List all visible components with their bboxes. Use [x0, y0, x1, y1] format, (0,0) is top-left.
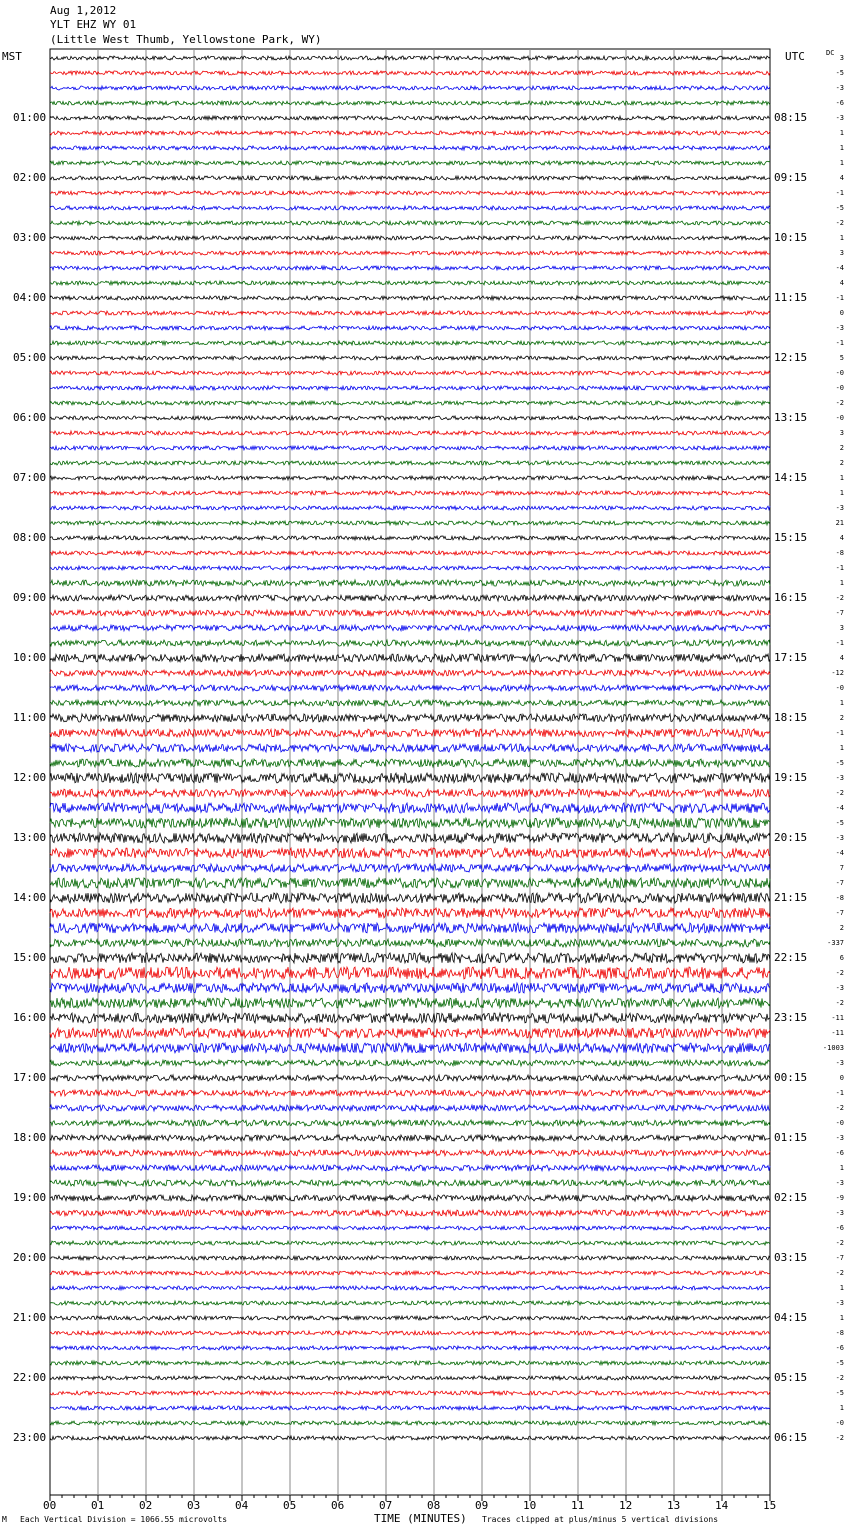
dc-offset-value: -5 — [835, 1389, 844, 1397]
dc-offset-value: -2 — [835, 789, 844, 797]
trace-line — [50, 206, 770, 210]
corner-mark: M — [2, 1515, 7, 1524]
trace-line — [50, 566, 770, 570]
left-hour-label: 22:00 — [13, 1371, 47, 1384]
dc-offset-value: -2 — [835, 219, 844, 227]
trace-line — [50, 551, 770, 555]
record-date: Aug 1,2012 — [50, 4, 117, 17]
right-hour-label: 18:15 — [774, 711, 808, 724]
dc-offset-value: 2 — [839, 714, 844, 722]
trace-line — [50, 1376, 770, 1380]
right-hour-label: 04:15 — [774, 1311, 808, 1324]
dc-offset-value: 5 — [839, 354, 844, 362]
trace-line — [50, 1135, 770, 1141]
dc-offset-value: -6 — [835, 1149, 844, 1157]
trace-line — [50, 116, 770, 120]
x-tick-label: 11 — [571, 1499, 585, 1512]
dc-offset-value: -5 — [835, 69, 844, 77]
dc-offset-value: 1 — [839, 144, 844, 152]
dc-offset-value: 2 — [839, 459, 844, 467]
left-hour-label: 10:00 — [13, 651, 47, 664]
dc-offset-value: -3 — [835, 84, 844, 92]
dc-offset-value: 1 — [839, 699, 844, 707]
dc-offset-value: -2 — [835, 1269, 844, 1277]
trace-line — [50, 893, 770, 903]
dc-offset-value: -5 — [835, 819, 844, 827]
trace-line — [50, 266, 770, 270]
trace-line — [50, 625, 770, 631]
dc-offset-value: -2 — [835, 594, 844, 602]
dc-offset-value: 21 — [835, 519, 844, 527]
right-hour-label: 23:15 — [774, 1011, 808, 1024]
right-hour-label: 10:15 — [774, 231, 808, 244]
x-tick-label: 00 — [43, 1499, 57, 1512]
left-hour-label: 23:00 — [13, 1431, 47, 1444]
trace-line — [50, 818, 770, 828]
dc-offset-value: -5 — [835, 204, 844, 212]
left-hour-label: 14:00 — [13, 891, 47, 904]
dc-offset-value: -5 — [835, 1359, 844, 1367]
trace-line — [50, 1436, 770, 1440]
dc-offset-value: 1 — [839, 1404, 844, 1412]
x-tick-label: 13 — [667, 1499, 681, 1512]
x-tick-label: 08 — [427, 1499, 441, 1512]
dc-offset-value: 1 — [839, 1314, 844, 1322]
trace-line — [50, 101, 770, 105]
dc-offset-value: 3 — [839, 429, 844, 437]
trace-line — [50, 773, 770, 783]
trace-line — [50, 386, 770, 390]
trace-line — [50, 595, 770, 601]
trace-line — [50, 1286, 770, 1290]
dc-offset-value: -4 — [835, 804, 844, 812]
trace-line — [50, 803, 770, 813]
dc-offset-value: -3 — [835, 1209, 844, 1217]
dc-offset-value: -1003 — [822, 1044, 844, 1052]
dc-offset-value: -2 — [835, 1434, 844, 1442]
trace-line — [50, 521, 770, 525]
trace-line — [50, 1090, 770, 1096]
trace-line — [50, 1195, 770, 1201]
trace-line — [50, 536, 770, 540]
trace-line — [50, 953, 770, 963]
trace-line — [50, 654, 770, 662]
left-hour-label: 20:00 — [13, 1251, 47, 1264]
right-hour-label: 20:15 — [774, 831, 808, 844]
dc-offset-value: 4 — [839, 279, 844, 287]
right-hour-label: 01:15 — [774, 1131, 808, 1144]
x-tick-label: 06 — [331, 1499, 345, 1512]
left-hour-label: 12:00 — [13, 771, 47, 784]
trace-line — [50, 939, 770, 947]
dc-offset-value: -1 — [835, 639, 844, 647]
station-code: YLT EHZ WY 01 — [50, 18, 137, 31]
dc-offset-value: 4 — [839, 654, 844, 662]
trace-line — [50, 729, 770, 737]
trace-line — [50, 326, 770, 330]
dc-offset-value: 2 — [839, 924, 844, 932]
dc-offset-value: -3 — [835, 774, 844, 782]
dc-offset-value: -0 — [835, 684, 844, 692]
dc-offset-value: -7 — [835, 909, 844, 917]
dc-offset-value: 1 — [839, 489, 844, 497]
trace-line — [50, 86, 770, 90]
dc-offset-value: -2 — [835, 1104, 844, 1112]
trace-line — [50, 1226, 770, 1230]
dc-offset-value: -0 — [835, 414, 844, 422]
left-hour-label: 07:00 — [13, 471, 47, 484]
dc-offset-value: -2 — [835, 1239, 844, 1247]
dc-offset-value: 4 — [839, 534, 844, 542]
x-tick-label: 03 — [187, 1499, 201, 1512]
left-hour-label: 01:00 — [13, 111, 47, 124]
left-hour-label: 05:00 — [13, 351, 47, 364]
trace-line — [50, 998, 770, 1008]
right-hour-label: 08:15 — [774, 111, 808, 124]
trace-line — [50, 1043, 770, 1053]
trace-line — [50, 176, 770, 180]
trace-line — [50, 506, 770, 510]
left-hour-label: 08:00 — [13, 531, 47, 544]
right-hour-label: 02:15 — [774, 1191, 808, 1204]
dc-offset-value: -0 — [835, 1419, 844, 1427]
trace-line — [50, 281, 770, 285]
dc-offset-value: 1 — [839, 129, 844, 137]
right-hour-label: 06:15 — [774, 1431, 808, 1444]
trace-line — [50, 1028, 770, 1038]
trace-line — [50, 759, 770, 767]
trace-line — [50, 848, 770, 858]
plot-frame — [50, 49, 770, 1495]
trace-line — [50, 236, 770, 240]
x-tick-label: 12 — [619, 1499, 633, 1512]
trace-line — [50, 191, 770, 195]
dc-offset-value: -11 — [831, 1029, 844, 1037]
dc-offset-value: -4 — [835, 264, 844, 272]
trace-line — [50, 311, 770, 315]
dc-offset-value: -8 — [835, 894, 844, 902]
x-tick-label: 01 — [91, 1499, 105, 1512]
trace-line — [50, 685, 770, 691]
left-hour-label: 03:00 — [13, 231, 47, 244]
x-tick-label: 09 — [475, 1499, 489, 1512]
dc-offset-value: -7 — [835, 879, 844, 887]
x-tick-label: 05 — [283, 1499, 297, 1512]
trace-line — [50, 1105, 770, 1111]
dc-offset-value: -337 — [827, 939, 844, 947]
dc-offset-value: -3 — [835, 834, 844, 842]
right-hour-label: 14:15 — [774, 471, 808, 484]
trace-line — [50, 56, 770, 60]
dc-offset-value: 0 — [839, 1074, 844, 1082]
trace-line — [50, 371, 770, 375]
dc-offset-value: -3 — [835, 114, 844, 122]
dc-offset-value: -12 — [831, 669, 844, 677]
trace-line — [50, 1256, 770, 1260]
left-timezone-label: MST — [2, 50, 22, 63]
trace-line — [50, 251, 770, 255]
x-axis-title: TIME (MINUTES) — [374, 1512, 467, 1525]
dc-offset-value: -6 — [835, 1224, 844, 1232]
right-hour-label: 00:15 — [774, 1071, 808, 1084]
dc-offset-value: -3 — [835, 1179, 844, 1187]
left-hour-label: 02:00 — [13, 171, 47, 184]
dc-offset-value: -11 — [831, 1014, 844, 1022]
trace-line — [50, 1150, 770, 1156]
dc-offset-value: 3 — [839, 624, 844, 632]
dc-offset-value: 1 — [839, 1164, 844, 1172]
trace-line — [50, 1391, 770, 1395]
left-hour-label: 04:00 — [13, 291, 47, 304]
trace-line — [50, 864, 770, 872]
dc-offset-value: -5 — [835, 759, 844, 767]
dc-offset-value: 1 — [839, 234, 844, 242]
left-hour-label: 13:00 — [13, 831, 47, 844]
right-hour-label: 05:15 — [774, 1371, 808, 1384]
trace-line — [50, 923, 770, 933]
dc-offset-value: -7 — [835, 1254, 844, 1262]
trace-line — [50, 341, 770, 345]
trace-line — [50, 461, 770, 465]
trace-line — [50, 1180, 770, 1186]
trace-line — [50, 1060, 770, 1066]
dc-offset-value: -6 — [835, 1344, 844, 1352]
dc-offset-value: -9 — [835, 1194, 844, 1202]
trace-line — [50, 476, 770, 480]
dc-offset-value: -2 — [835, 1374, 844, 1382]
dc-offset-value: -0 — [835, 384, 844, 392]
trace-line — [50, 983, 770, 993]
dc-offset-value: 1 — [839, 1284, 844, 1292]
trace-line — [50, 1165, 770, 1171]
trace-line — [50, 789, 770, 797]
dc-offset-value: -1 — [835, 294, 844, 302]
dc-offset-value: 2 — [839, 444, 844, 452]
trace-line — [50, 1361, 770, 1365]
trace-line — [50, 967, 770, 979]
right-hour-label: 13:15 — [774, 411, 808, 424]
left-hour-label: 09:00 — [13, 591, 47, 604]
dc-offset-value: -0 — [835, 1119, 844, 1127]
trace-line — [50, 700, 770, 706]
left-hour-label: 15:00 — [13, 951, 47, 964]
trace-line — [50, 221, 770, 225]
trace-line — [50, 1406, 770, 1410]
trace-line — [50, 146, 770, 150]
dc-offset-value: 1 — [839, 579, 844, 587]
trace-line — [50, 1241, 770, 1245]
trace-line — [50, 1316, 770, 1320]
dc-offset-value: 7 — [839, 864, 844, 872]
dc-offset-value: 1 — [839, 474, 844, 482]
right-hour-label: 11:15 — [774, 291, 808, 304]
trace-line — [50, 610, 770, 616]
dc-offset-value: -8 — [835, 549, 844, 557]
trace-line — [50, 833, 770, 843]
trace-line — [50, 1120, 770, 1126]
trace-line — [50, 416, 770, 420]
dc-offset-value: -4 — [835, 849, 844, 857]
left-hour-label: 16:00 — [13, 1011, 47, 1024]
right-timezone-label: UTC — [785, 50, 805, 63]
x-tick-label: 04 — [235, 1499, 249, 1512]
dc-offset-value: -1 — [835, 339, 844, 347]
trace-line — [50, 296, 770, 300]
x-tick-label: 07 — [379, 1499, 393, 1512]
left-hour-label: 06:00 — [13, 411, 47, 424]
dc-offset-value: -1 — [835, 189, 844, 197]
trace-line — [50, 670, 770, 676]
trace-line — [50, 640, 770, 646]
clip-note: Traces clipped at plus/minus 5 vertical divisions — [482, 1515, 719, 1524]
dc-offset-value: -3 — [835, 324, 844, 332]
station-location: (Little West Thumb, Yellowstone Park, WY) — [50, 33, 322, 46]
trace-line — [50, 908, 770, 918]
trace-line — [50, 1346, 770, 1350]
trace-line — [50, 1301, 770, 1305]
left-hour-label: 17:00 — [13, 1071, 47, 1084]
trace-line — [50, 161, 770, 165]
right-hour-label: 12:15 — [774, 351, 808, 364]
left-hour-label: 11:00 — [13, 711, 47, 724]
trace-line — [50, 1210, 770, 1216]
dc-offset-value: -3 — [835, 1134, 844, 1142]
x-tick-label: 10 — [523, 1499, 537, 1512]
right-hour-label: 19:15 — [774, 771, 808, 784]
dc-offset-value: -1 — [835, 729, 844, 737]
dc-offset-value: 3 — [839, 249, 844, 257]
dc-offset-header: DC — [826, 49, 835, 57]
right-hour-label: 17:15 — [774, 651, 808, 664]
trace-line — [50, 431, 770, 435]
dc-offset-value: -3 — [835, 504, 844, 512]
left-hour-label: 18:00 — [13, 1131, 47, 1144]
x-tick-label: 14 — [715, 1499, 729, 1512]
trace-line — [50, 1421, 770, 1425]
trace-line — [50, 744, 770, 752]
right-hour-label: 03:15 — [774, 1251, 808, 1264]
scale-note: Each Vertical Division = 1066.55 microvolts — [20, 1515, 228, 1524]
dc-offset-value: -6 — [835, 99, 844, 107]
x-tick-label: 15 — [763, 1499, 777, 1512]
trace-line — [50, 1013, 770, 1023]
dc-offset-value: -3 — [835, 1059, 844, 1067]
dc-offset-value: 4 — [839, 174, 844, 182]
right-hour-label: 15:15 — [774, 531, 808, 544]
dc-offset-value: 1 — [839, 744, 844, 752]
left-hour-label: 19:00 — [13, 1191, 47, 1204]
dc-offset-value: -3 — [835, 1299, 844, 1307]
right-hour-label: 21:15 — [774, 891, 808, 904]
dc-offset-value: -0 — [835, 369, 844, 377]
left-hour-label: 21:00 — [13, 1311, 47, 1324]
dc-offset-value: -7 — [835, 609, 844, 617]
dc-offset-value: -2 — [835, 969, 844, 977]
dc-offset-value: 3 — [839, 54, 844, 62]
dc-offset-value: 6 — [839, 954, 844, 962]
trace-line — [50, 131, 770, 135]
dc-offset-value: -2 — [835, 999, 844, 1007]
dc-offset-value: -1 — [835, 1089, 844, 1097]
trace-line — [50, 446, 770, 450]
dc-offset-value: -1 — [835, 564, 844, 572]
trace-line — [50, 878, 770, 888]
trace-line — [50, 491, 770, 495]
right-hour-label: 09:15 — [774, 171, 808, 184]
trace-line — [50, 401, 770, 405]
dc-offset-value: -2 — [835, 399, 844, 407]
trace-line — [50, 1075, 770, 1081]
trace-line — [50, 714, 770, 722]
trace-line — [50, 1271, 770, 1275]
trace-line — [50, 71, 770, 75]
dc-offset-value: -3 — [835, 984, 844, 992]
trace-line — [50, 356, 770, 360]
dc-offset-value: -8 — [835, 1329, 844, 1337]
x-tick-label: 02 — [139, 1499, 153, 1512]
trace-line — [50, 1331, 770, 1335]
dc-offset-value: 0 — [839, 309, 844, 317]
dc-offset-value: 1 — [839, 159, 844, 167]
trace-line — [50, 580, 770, 586]
right-hour-label: 16:15 — [774, 591, 808, 604]
right-hour-label: 22:15 — [774, 951, 808, 964]
